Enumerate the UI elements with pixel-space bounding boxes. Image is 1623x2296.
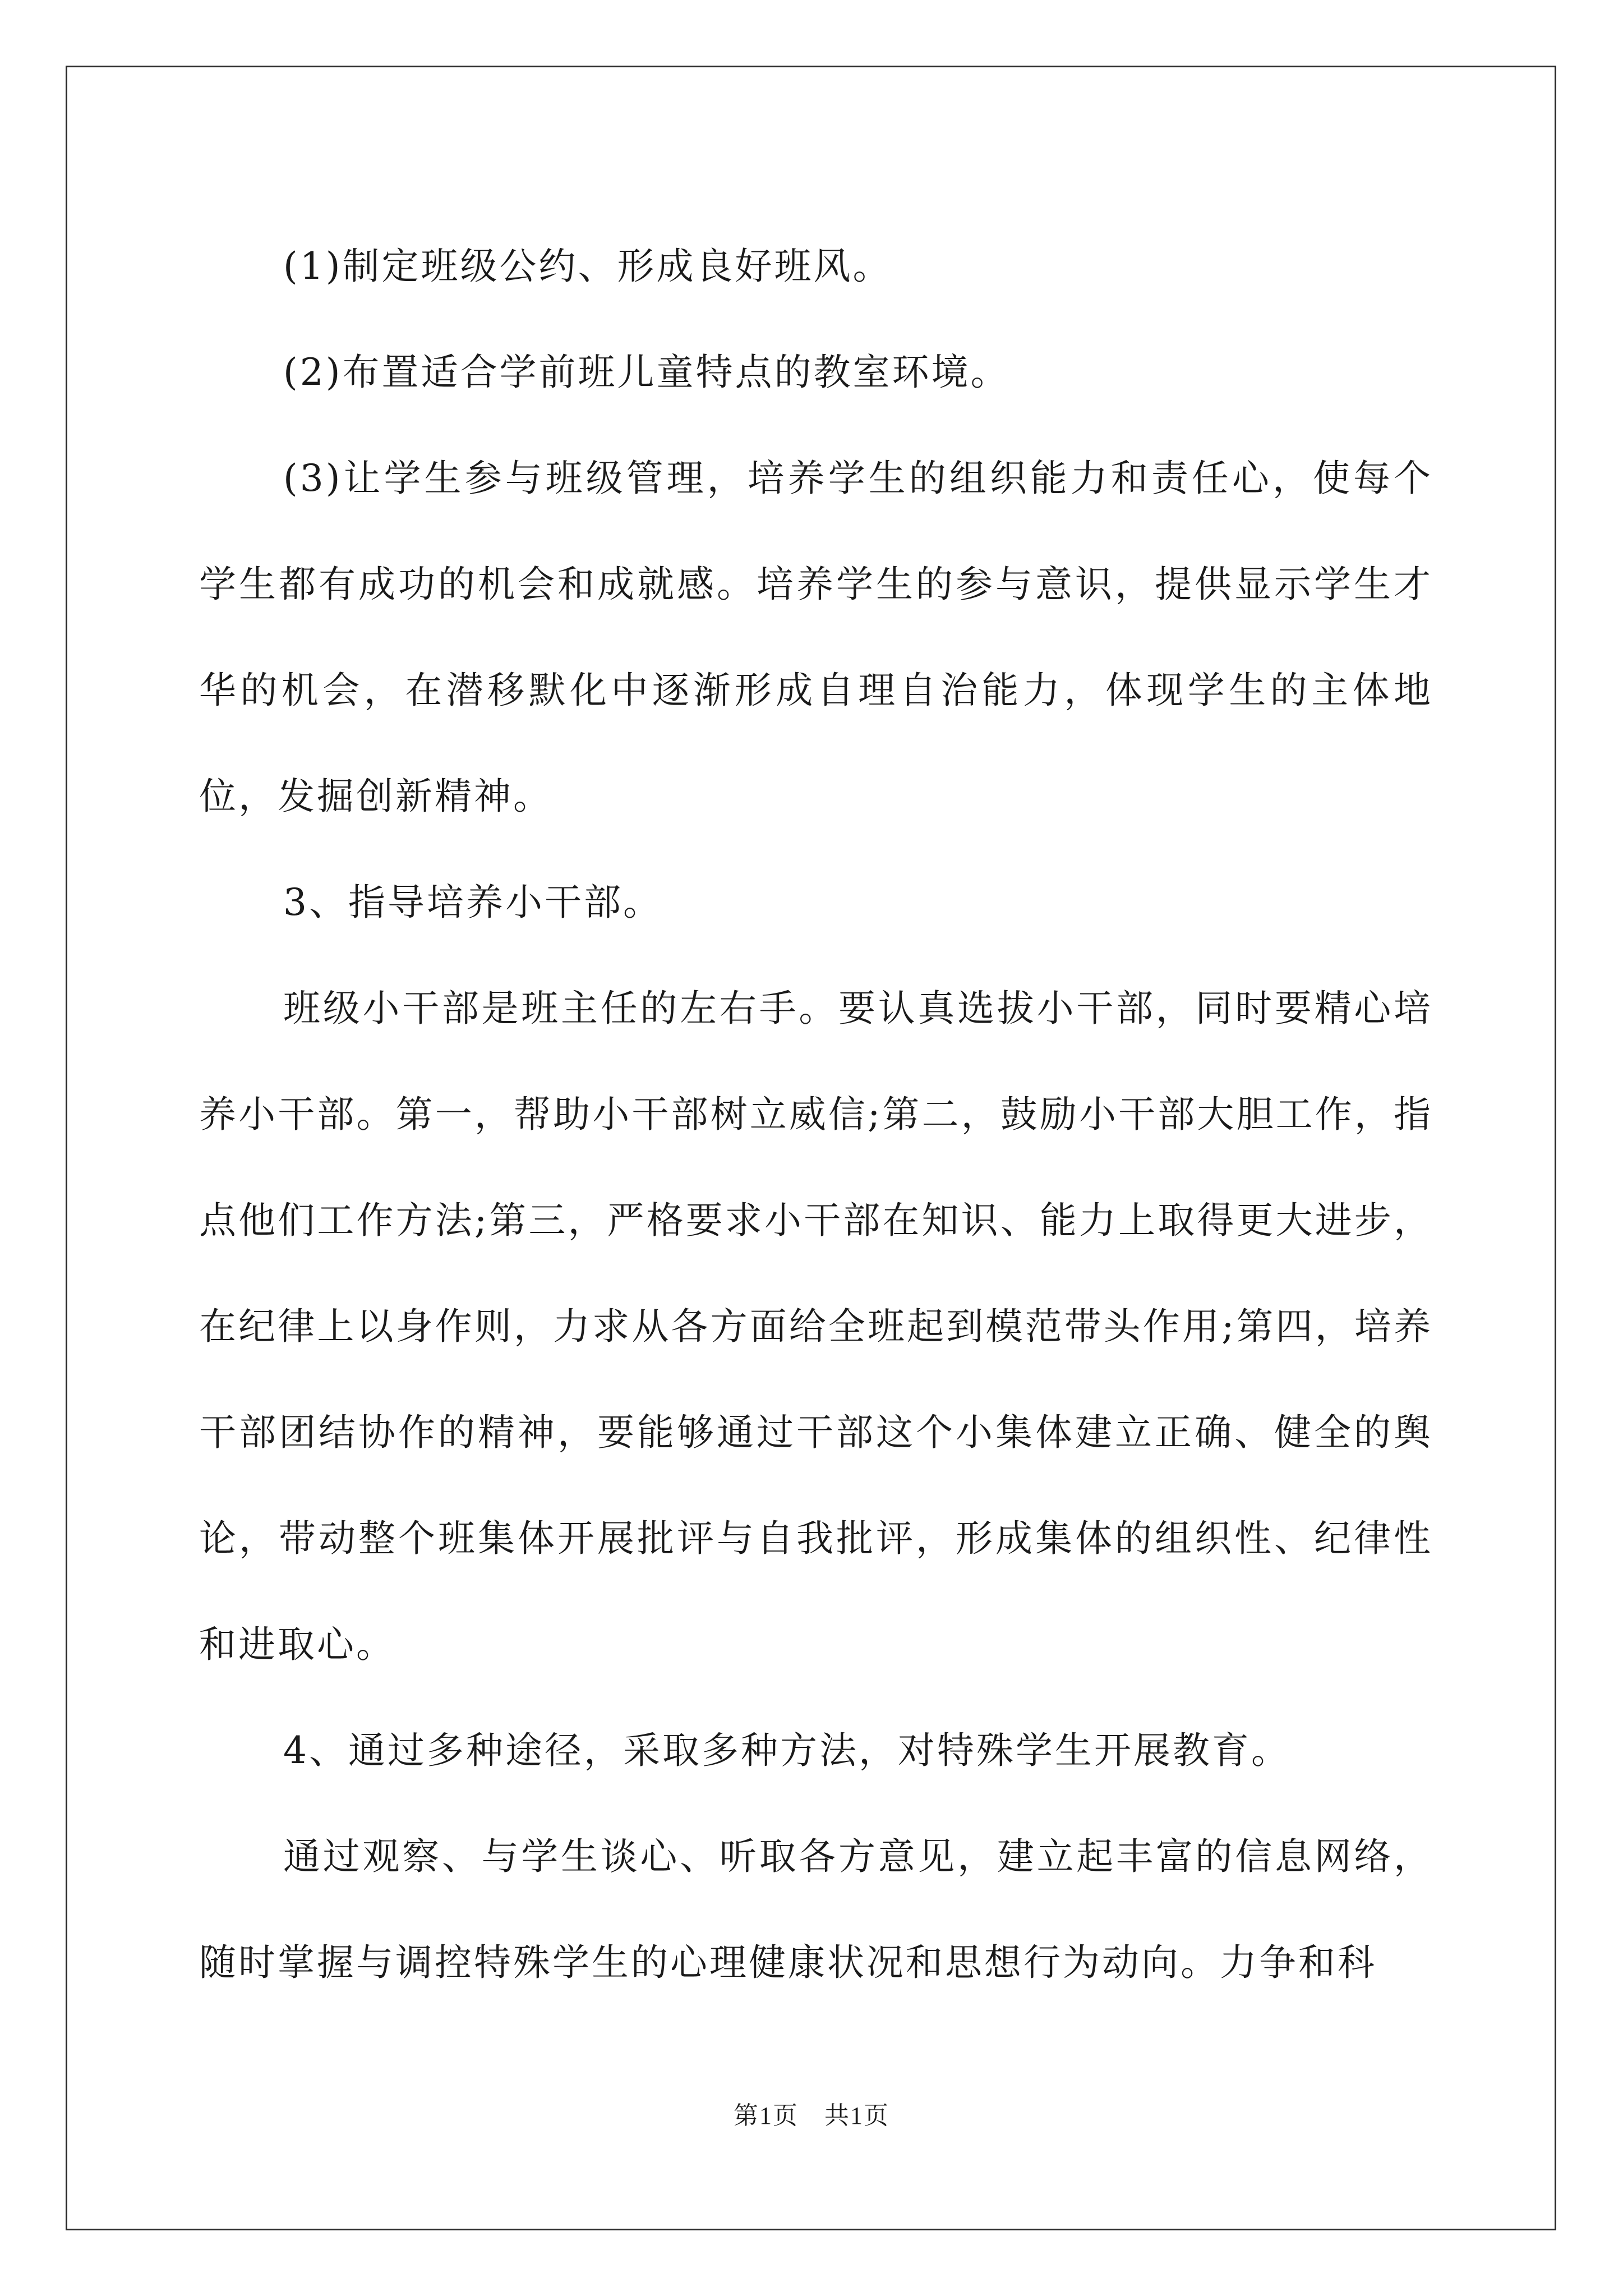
- paragraph-2: (2)布置适合学前班儿童特点的教室环境。: [283, 351, 1010, 394]
- document-body: [199, 213, 1433, 2016]
- paragraph-7: 通过观察、与学生谈心、听取各方意见，建立起丰富的信息网络，随时掌握与调控特殊学生的心理健康状况和思想行为动向。力争和科: [199, 1835, 1433, 1984]
- page-number: 第1页: [734, 2102, 799, 2129]
- paragraph-6: 4、通过多种途径，采取多种方法，对特殊学生开展教育。: [283, 1729, 1290, 1772]
- paragraph-1: (1)制定班级公约、形成良好班风。: [283, 245, 892, 288]
- page-footer: [0, 2095, 1623, 2131]
- paragraph-3: (3)让学生参与班级管理，培养学生的组织能力和责任心，使每个学生都有成功的机会和成就感。培养学生的参与意识，提供显示学生才华的机会，在潜移默化中逐渐形成自理自治能力，体现学生的主体地位，发掘创新精神。: [199, 457, 1433, 818]
- page-total: 共1页: [824, 2102, 889, 2129]
- paragraph-5: 班级小干部是班主任的左右手。要认真选拔小干部，同时要精心培养小干部。第一，帮助小干部树立威信;第二，鼓励小干部大胆工作，指点他们工作方法;第三，严格要求小干部在知识、能力上取得更大进步，在纪律上以身作则，力求从各方面给全班起到模范带头作用;第四，培养干部团结协作的精神，要能够通过干部这个小集体建立正确、健全的舆论，带动整个班集体开展批评与自我批评，形成集体的组织性、纪律性和进取心。: [199, 987, 1433, 1666]
- paragraph-4: 3、指导培养小干部。: [283, 881, 662, 924]
